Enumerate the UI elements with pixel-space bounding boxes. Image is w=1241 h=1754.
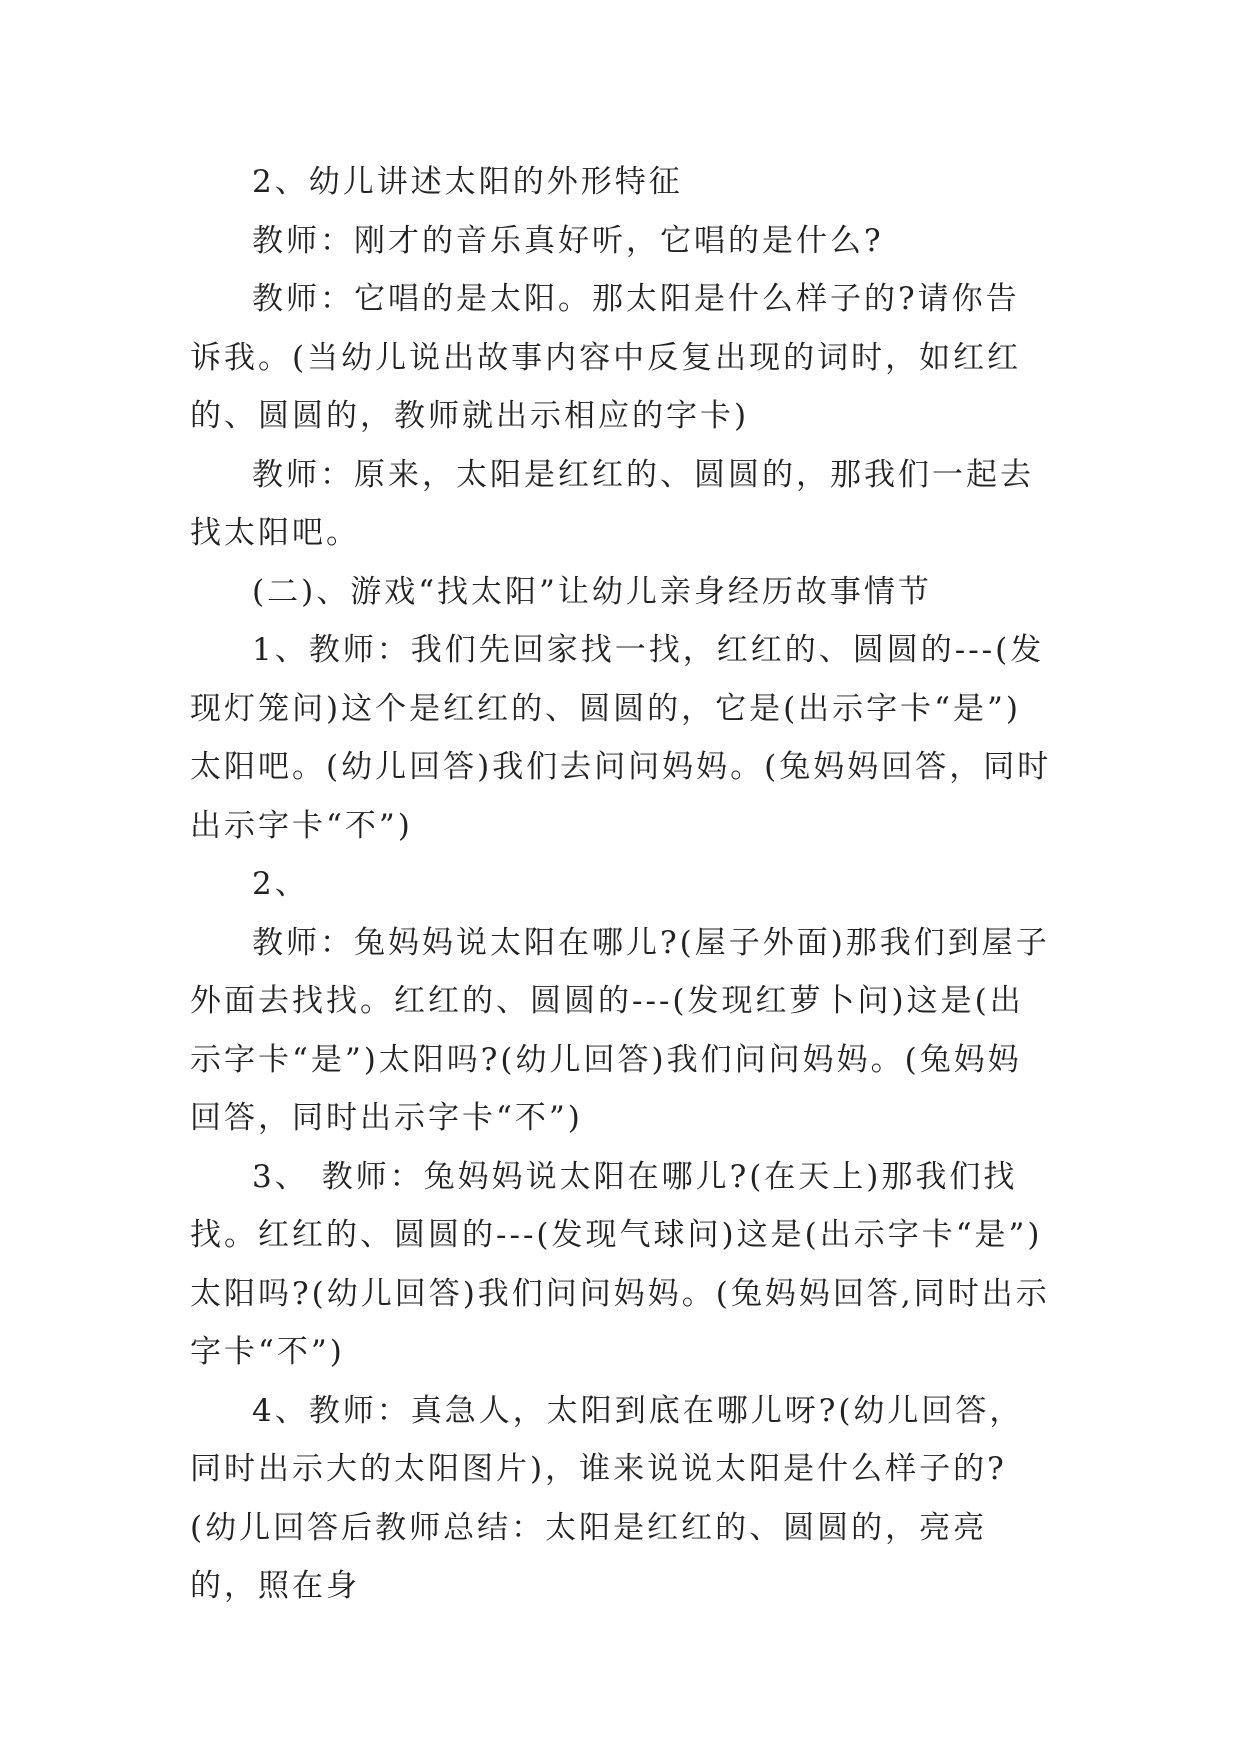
paragraph-section-heading: 2、幼儿讲述太阳的外形特征 [252,164,683,200]
paragraph-section-heading: (二)、游戏“找太阳”让幼儿亲身经历故事情节 [252,573,932,610]
paragraph-dialogue: 教师：它唱的是太阳。那太阳是什么样子的?请你告诉我。(当幼儿说出故事内容中反复出现的词时，如红红的、圆圆的，教师就出示相应的字卡) [190,281,1022,434]
paragraph-dialogue: 教师：原来，太阳是红红的、圆圆的，那我们一起去找太阳吧。 [190,456,1034,551]
paragraph-step: 3、 教师：兔妈妈说太阳在哪儿?(在天上)那我们找找。红红的、圆圆的---(发现气球问)这是(出示字卡“是”)太阳吗?(幼儿回答)我们问问妈妈。(兔妈妈回答,同时出示字卡“不”) [190,1158,1050,1370]
paragraph-dialogue: 教师：兔妈妈说太阳在哪儿?(屋子外面)那我们到屋子外面去找找。红红的、圆圆的---(发现红萝卜问)这是(出示字卡“是”)太阳吗?(幼儿回答)我们问问妈妈。(兔妈妈回答，同时出示字卡“不”) [190,924,1050,1136]
paragraph-dialogue: 教师：刚才的音乐真好听，它唱的是什么? [252,222,884,259]
document-body [190,153,1052,1616]
paragraph-step: 4、教师：真急人，太阳到底在哪儿呀?(幼儿回答，同时出示大的太阳图片)，谁来说说太阳是什么样子的?(幼儿回答后教师总结：太阳是红红的、圆圆的，亮亮的，照在身 [190,1392,1024,1604]
paragraph-step-number: 2、 [252,866,309,902]
paragraph-step: 1、教师：我们先回家找一找，红红的、圆圆的---(发现灯笼问)这个是红红的、圆圆的，它是(出示字卡“是”)太阳吧。(幼儿回答)我们去问问妈妈。(兔妈妈回答，同时出示字卡“不”) [190,632,1052,844]
